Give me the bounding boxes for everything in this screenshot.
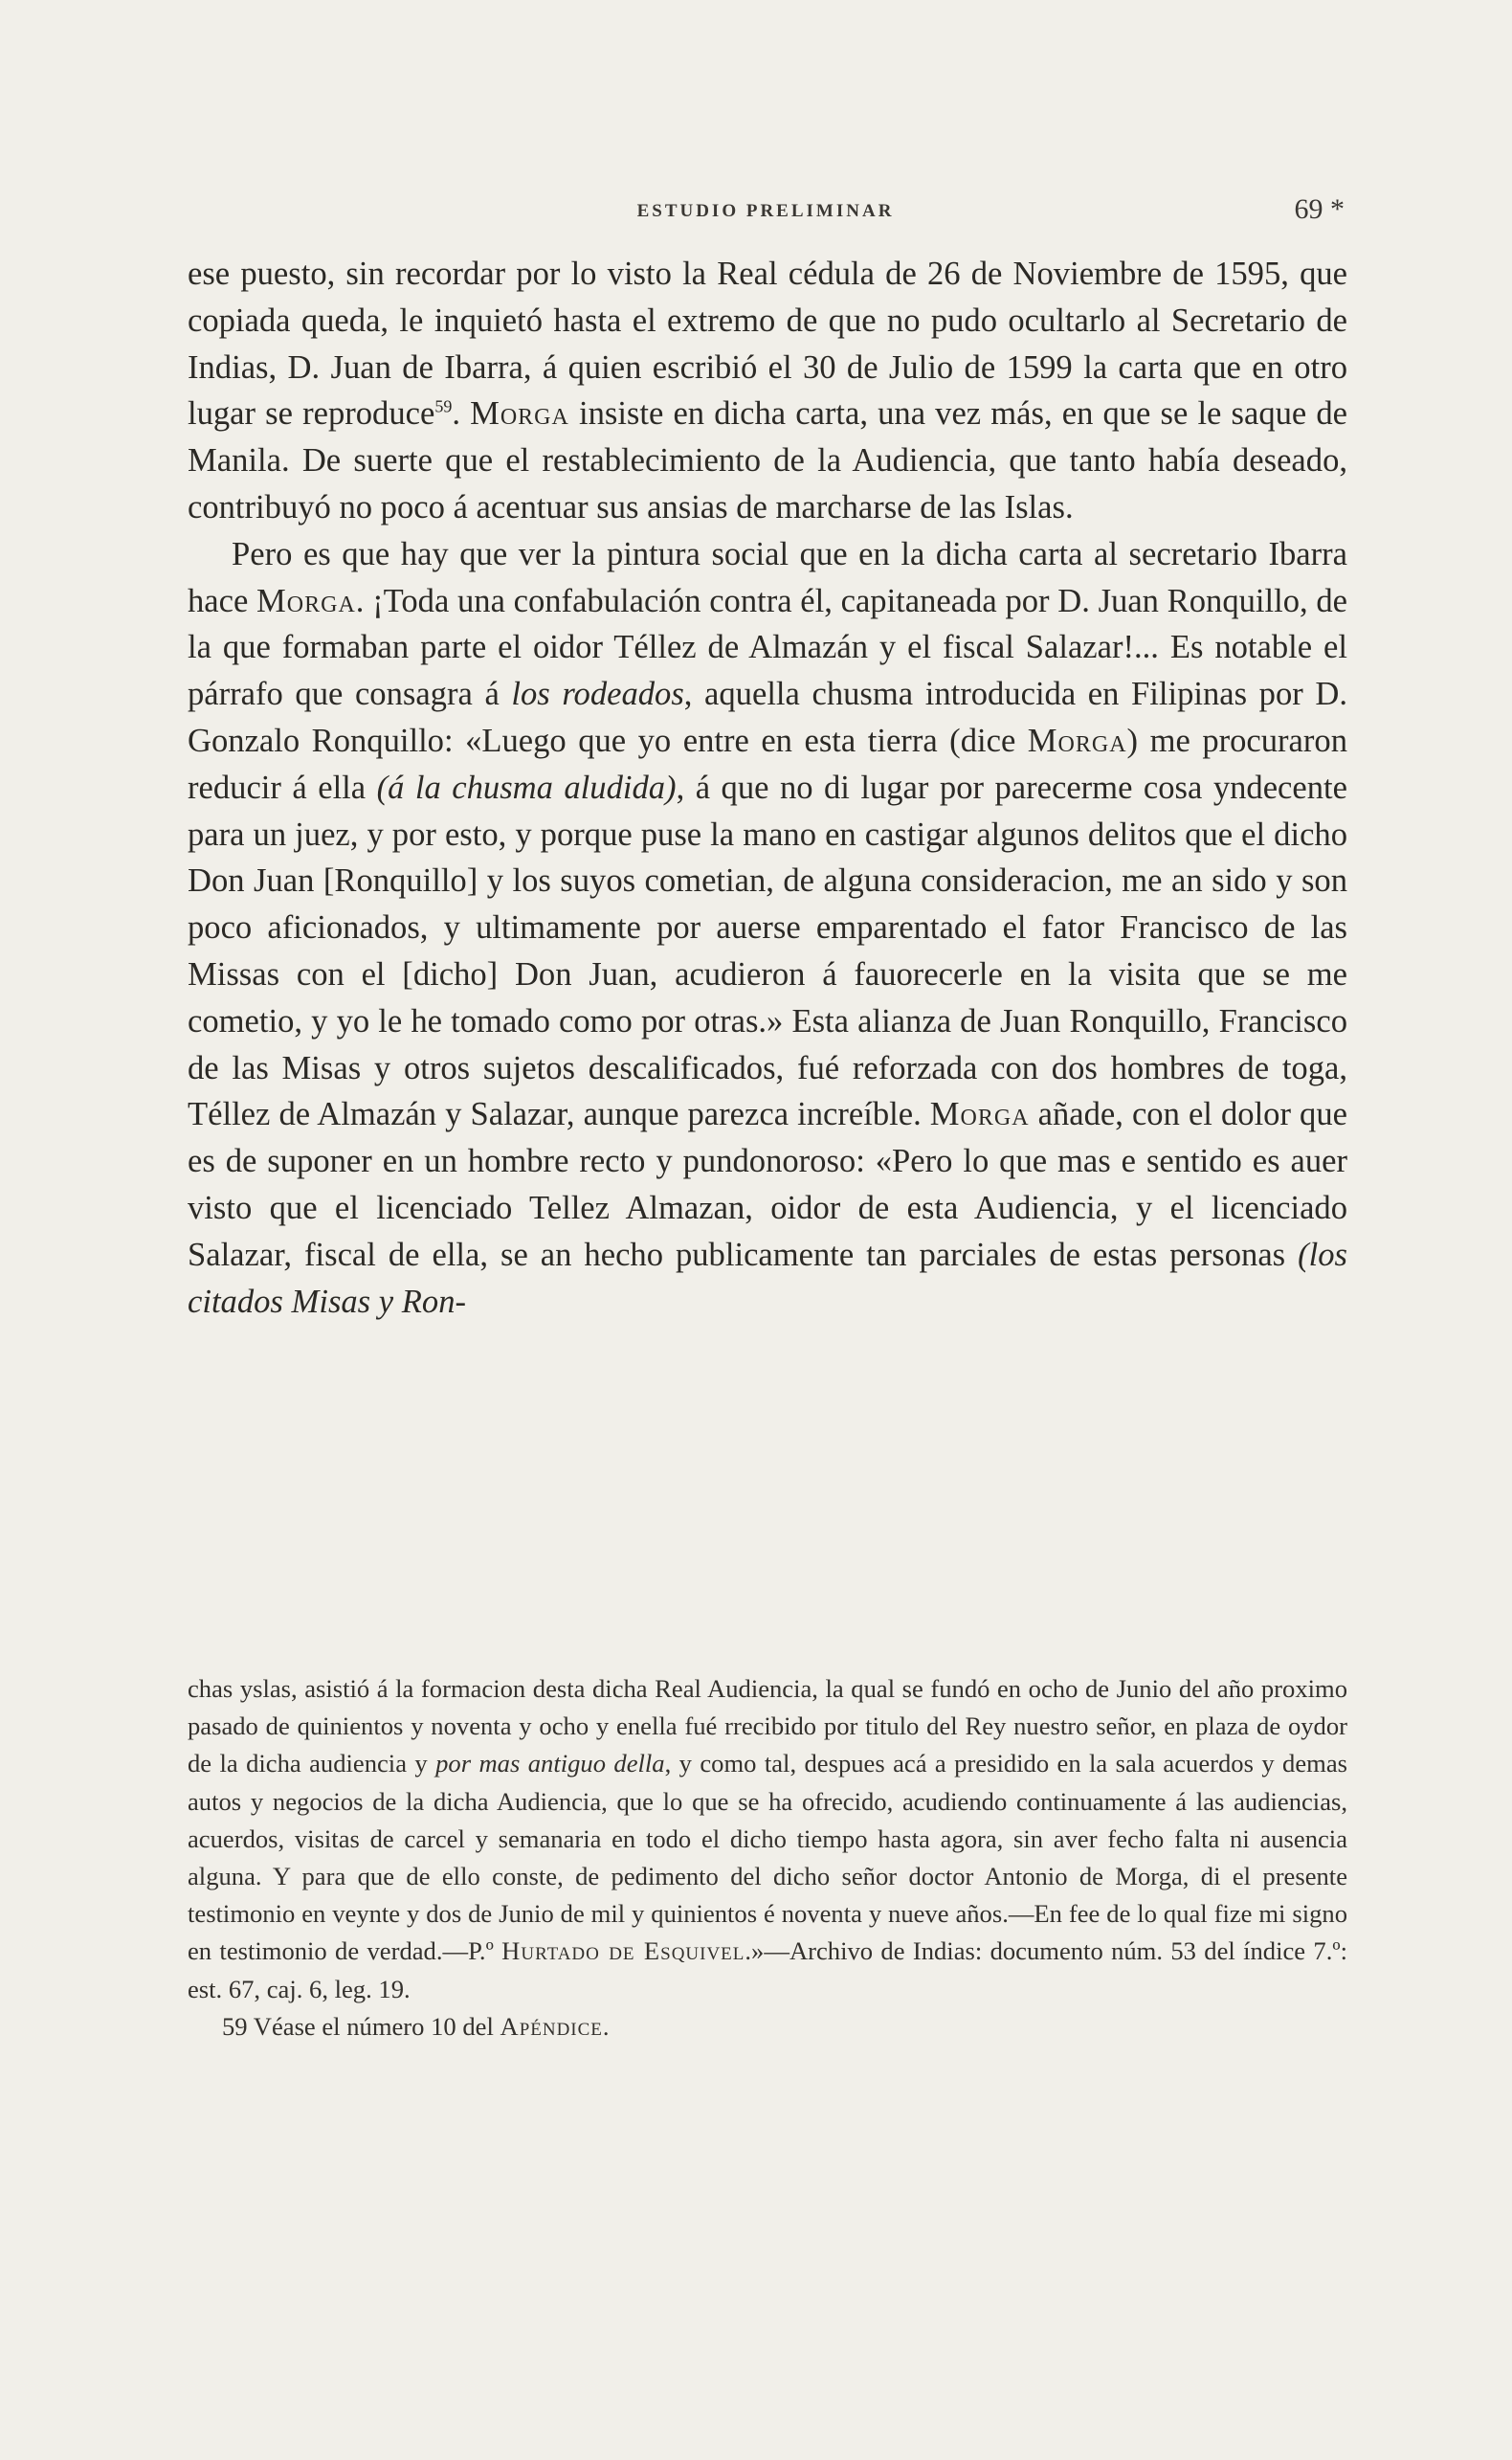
p2-text-b: . ¡Toda una confabulación contra él, capitaneada por D. Juan Ronquillo, de la que formaban parte el oidor Téllez de Almazán y el fiscal Salazar!... Es notable el párrafo que consagra á bbox=[188, 582, 1347, 713]
footnote-59-end: . bbox=[602, 2011, 610, 2041]
note-text-b: , y como tal, despues acá a presidido en la sala acuerdos y demas autos y negocios de la dicha Audiencia, que lo que se ha ofrecido, acudiendo continuamente á las audiencias, acuerdos, visitas de carcel y semanaria en todo el dicho tiempo hasta agora, sin aver fecho falta ni ausencia alguna. Y para que de ello conste, de pedimento del dicho señor doctor Antonio de Morga, di el presente testimonio en veynte y dos de Junio de mil y quinientos é noventa y nueve años.—En fee de lo qual fize mi signo en testimonio de verdad.—P.º bbox=[188, 1749, 1347, 1966]
author-name-morga: Morga bbox=[256, 582, 356, 619]
author-name-morga: Morga bbox=[470, 395, 569, 433]
footnote-59-appendix: Apéndice bbox=[500, 2011, 603, 2041]
author-name-morga: Morga bbox=[1027, 722, 1127, 759]
footnote-59-text: Véase el número 10 del bbox=[253, 2011, 500, 2041]
footnote-59 bbox=[188, 2008, 1347, 2046]
footnote-ref-59: 59 bbox=[434, 396, 453, 416]
page-number: 69 * bbox=[1294, 193, 1345, 225]
italic-los-rodeados: los rodeados bbox=[511, 676, 684, 713]
p1-text-b: insiste en dicha carta, una vez más, en que se le saque de Manila. De suerte que el restablecimiento de la Audiencia, que tanto había deseado, contribuyó no poco á acentuar sus ansias de marcharse de las Islas. bbox=[188, 395, 1348, 526]
p2-text-d: ) me procuraron reducir á ella bbox=[188, 722, 1347, 806]
p1-text-a: . bbox=[452, 395, 471, 433]
p1-text: ese puesto, sin recordar por lo visto la Real cédula de 26 de Noviembre de 1595, que copiada queda, le inquietó hasta el extremo de que no pudo ocultarlo al Secretario de Indias, D. Juan de Ibarra, á quien escribió el 30 de Julio de 1599 la carta que en otro lugar se reproduce bbox=[188, 256, 1347, 433]
italic-chusma-aludida: (á la chusma aludida) bbox=[376, 769, 677, 806]
note-text-a: chas yslas, asistió á la formacion desta dicha Real Audiencia, la qual se fundó en ocho de Junio del año proximo pasado de quinientos y noventa y ocho y enella fué rrecibido por titulo del Rey nuestro señor, en plaza de oydor de la dicha audiencia y bbox=[188, 1674, 1347, 1778]
paragraph-2 bbox=[188, 531, 1347, 1326]
italic-citados: (los citados Misas y Ron- bbox=[188, 1236, 1347, 1320]
p2-text-f: añade, con el dolor que es de suponer en un hombre recto y pundonoroso: «Pero lo que mas e sentido es auer visto que el licenciado Tellez Almazan, oidor de esta Audiencia, y el licenciado Salazar, fiscal de ella, se an hecho publicamente tan parciales de estas personas bbox=[188, 1096, 1347, 1273]
note-signature-name: Hurtado de Esquivel bbox=[501, 1936, 745, 1966]
running-title: ESTUDIO PRELIMINAR bbox=[636, 201, 895, 221]
author-name-morga: Morga bbox=[929, 1096, 1030, 1133]
note-italic: por mas antiguo della bbox=[435, 1749, 665, 1778]
p2-text-a: Pero es que hay que ver la pintura social que en la dicha carta al secretario Ibarra hace bbox=[188, 535, 1347, 619]
p2-text-e: , á que no di lugar por parecerme cosa yndecente para un juez, y por esto, y porque puse la mano en castigar algunos delitos que el dicho Don Juan [Ronquillo] y los suyos cometian, de alguna consideracion, me an sido y son poco aficionados, y ultimamente por auerse emparentado el fator Francisco de las Missas con el [dicho] Don Juan, acudieron á fauorecerle en la visita que se me cometio, y yo le he tomado como por otras.» Esta alianza de Juan Ronquillo, Francisco de las Misas y otros sujetos descalificados, fué reforzada con dos hombres de toga, Téllez de Almazán y Salazar, aunque parezca increíble. bbox=[188, 769, 1347, 1133]
footnotes bbox=[188, 1670, 1347, 2046]
footnote-continuation bbox=[188, 1670, 1347, 2008]
note-text-c: .»—Archivo de Indias: documento núm. 53 del índice 7.º: est. 67, caj. 6, leg. 19. bbox=[188, 1936, 1347, 2003]
main-text bbox=[188, 251, 1347, 1325]
paragraph-1 bbox=[188, 251, 1347, 531]
running-head bbox=[187, 193, 1345, 232]
footnote-59-number: 59 bbox=[222, 2011, 248, 2041]
p2-text-c: , aquella chusma introducida en Filipinas por D. Gonzalo Ronquillo: «Luego que yo entre en esta tierra (dice bbox=[188, 676, 1348, 759]
